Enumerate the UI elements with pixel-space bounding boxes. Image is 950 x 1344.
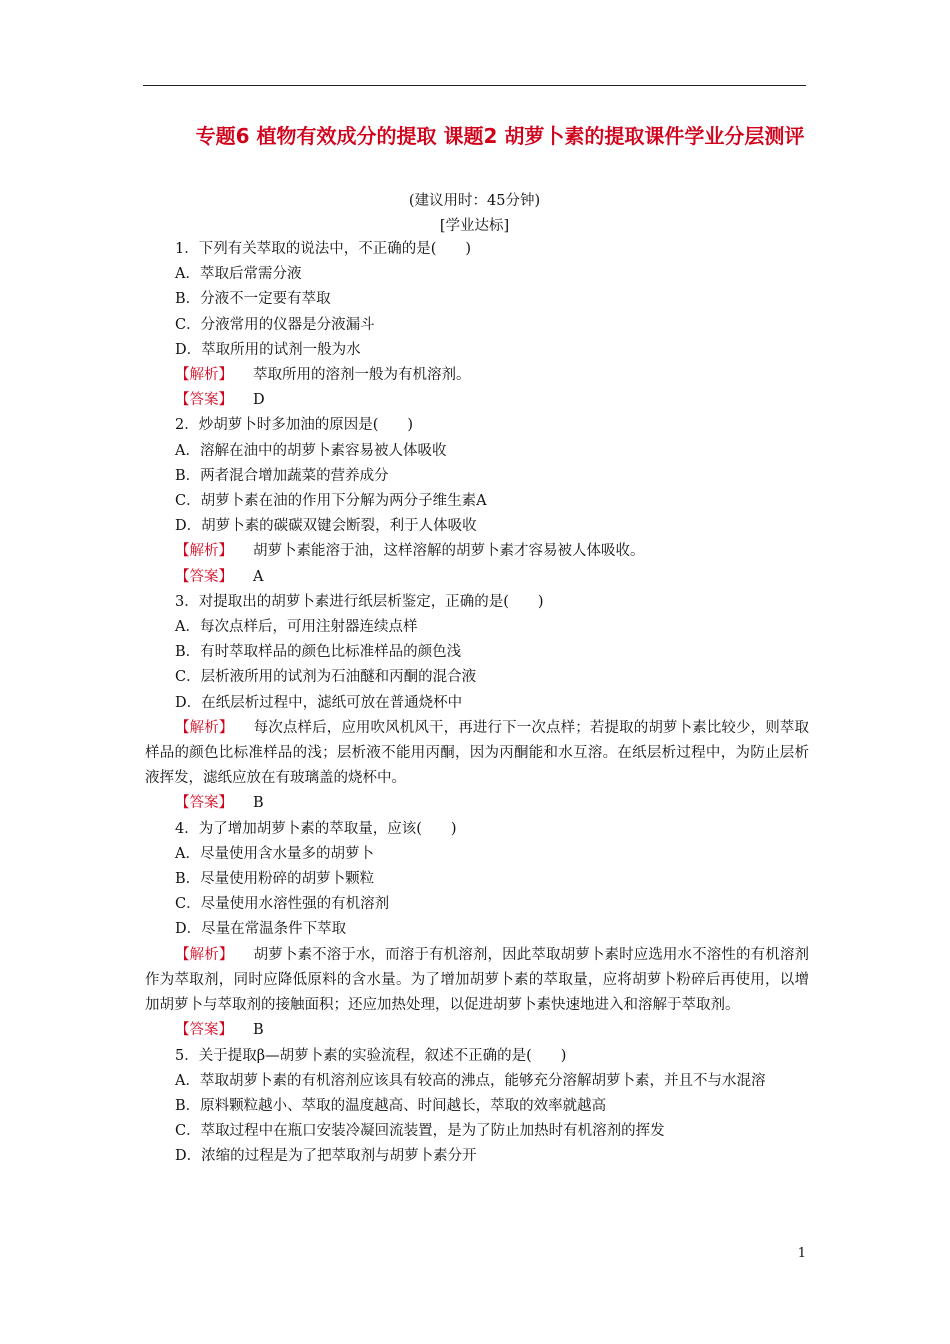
- question-stem: 2．炒胡萝卜时多加油的原因是( ): [175, 417, 414, 434]
- option: D．胡萝卜素的碳碳双键会断裂，利于人体吸收: [175, 518, 477, 535]
- option: B．两者混合增加蔬菜的营养成分: [175, 467, 389, 484]
- question-stem: 1．下列有关萃取的说法中，不正确的是( ): [175, 241, 472, 257]
- time-hint: (建议用时：45分钟): [408, 193, 541, 209]
- answer-label: 【答案】: [175, 1022, 233, 1039]
- option: C．分液常用的仪器是分液漏斗: [175, 316, 375, 333]
- question-list: [145, 237, 809, 1170]
- page-number: 1: [797, 1246, 806, 1261]
- analysis-label: 【解析】: [175, 719, 234, 736]
- option: D．萃取所用的试剂一般为水: [175, 341, 361, 358]
- option: C．层析液所用的试剂为石油醚和丙酮的混合液: [175, 669, 477, 686]
- analysis-text: 胡萝卜素能溶于油，这样溶解的胡萝卜素才容易被人体吸收。: [253, 543, 645, 560]
- option: C．胡萝卜素在油的作用下分解为两分子维生素A: [175, 493, 487, 510]
- option: C．尽量使用水溶性强的有机溶剂: [175, 896, 390, 913]
- answer-label: 【答案】: [175, 795, 233, 812]
- option: A．溶解在油中的胡萝卜素容易被人体吸收: [175, 442, 447, 459]
- option: A．尽量使用含水量多的胡萝卜: [175, 845, 374, 862]
- analysis-paragraph: [145, 943, 809, 1019]
- answer-value: B: [253, 1022, 264, 1039]
- option: A．萃取后常需分液: [175, 266, 302, 283]
- section-heading: [学业达标]: [439, 218, 510, 234]
- option: D．在纸层析过程中，滤纸可放在普通烧杯中: [175, 694, 463, 711]
- analysis-line: [145, 539, 809, 564]
- answer-line: [145, 565, 809, 590]
- option: D．尽量在常温条件下萃取: [175, 921, 347, 938]
- answer-line: [145, 791, 809, 816]
- option: D．浓缩的过程是为了把萃取剂与胡萝卜素分开: [175, 1148, 477, 1165]
- answer-label: 【答案】: [175, 568, 233, 585]
- analysis-text: 每次点样后，应用吹风机风干，再进行下一次点样；若提取的胡萝卜素比较少，则萃取样品的颜色比标准样品的浅；层析液不能用丙酮，因为丙酮能和水互溶。在纸层析过程中，为防止层析液挥发，滤纸应放在有玻璃盖的烧杯中。: [145, 719, 810, 787]
- question-stem: 3．对提取出的胡萝卜素进行纸层析鉴定，正确的是( ): [175, 593, 544, 610]
- answer-value: D: [253, 392, 265, 409]
- analysis-label: 【解析】: [175, 946, 234, 963]
- analysis-label: 【解析】: [175, 543, 233, 560]
- option: B．尽量使用粉碎的胡萝卜颗粒: [175, 871, 375, 888]
- analysis-paragraph: [145, 716, 809, 792]
- answer-value: B: [253, 795, 264, 812]
- option: A．每次点样后，可用注射器连续点样: [175, 619, 418, 636]
- analysis-label: 【解析】: [175, 367, 233, 384]
- option: B．分液不一定要有萃取: [175, 291, 331, 308]
- header-rule: [143, 85, 806, 86]
- option: B．有时萃取样品的颜色比标准样品的颜色浅: [175, 644, 462, 661]
- option: B．原料颗粒越小、萃取的温度越高、时间越长，萃取的效率就越高: [175, 1097, 607, 1114]
- document-title: 专题6 植物有效成分的提取 课题2 胡萝卜素的提取课件学业分层测评: [195, 124, 805, 148]
- option: A．萃取胡萝卜素的有机溶剂应该具有较高的沸点，能够充分溶解胡萝卜素，并且不与水混溶: [175, 1072, 766, 1089]
- analysis-line: [145, 363, 809, 388]
- analysis-text: 萃取所用的溶剂一般为有机溶剂。: [253, 367, 471, 384]
- answer-value: A: [253, 568, 264, 585]
- answer-line: [145, 388, 809, 413]
- analysis-text: 胡萝卜素不溶于水，而溶于有机溶剂，因此萃取胡萝卜素时应选用水不溶性的有机溶剂作为萃取剂，同时应降低原料的含水量。为了增加胡萝卜素的萃取量，应将胡萝卜粉碎后再使用，以增加胡萝卜与萃取剂的接触面积；还应加热处理，以促进胡萝卜素快速地进入和溶解于萃取剂。: [145, 946, 810, 1014]
- answer-line: [145, 1018, 809, 1043]
- question-stem: 5．关于提取β—胡萝卜素的实验流程，叙述不正确的是( ): [175, 1047, 567, 1064]
- answer-label: 【答案】: [175, 392, 233, 409]
- option: C．萃取过程中在瓶口安装冷凝回流装置，是为了防止加热时有机溶剂的挥发: [175, 1123, 665, 1140]
- question-stem: 4．为了增加胡萝卜素的萃取量，应该( ): [175, 820, 457, 837]
